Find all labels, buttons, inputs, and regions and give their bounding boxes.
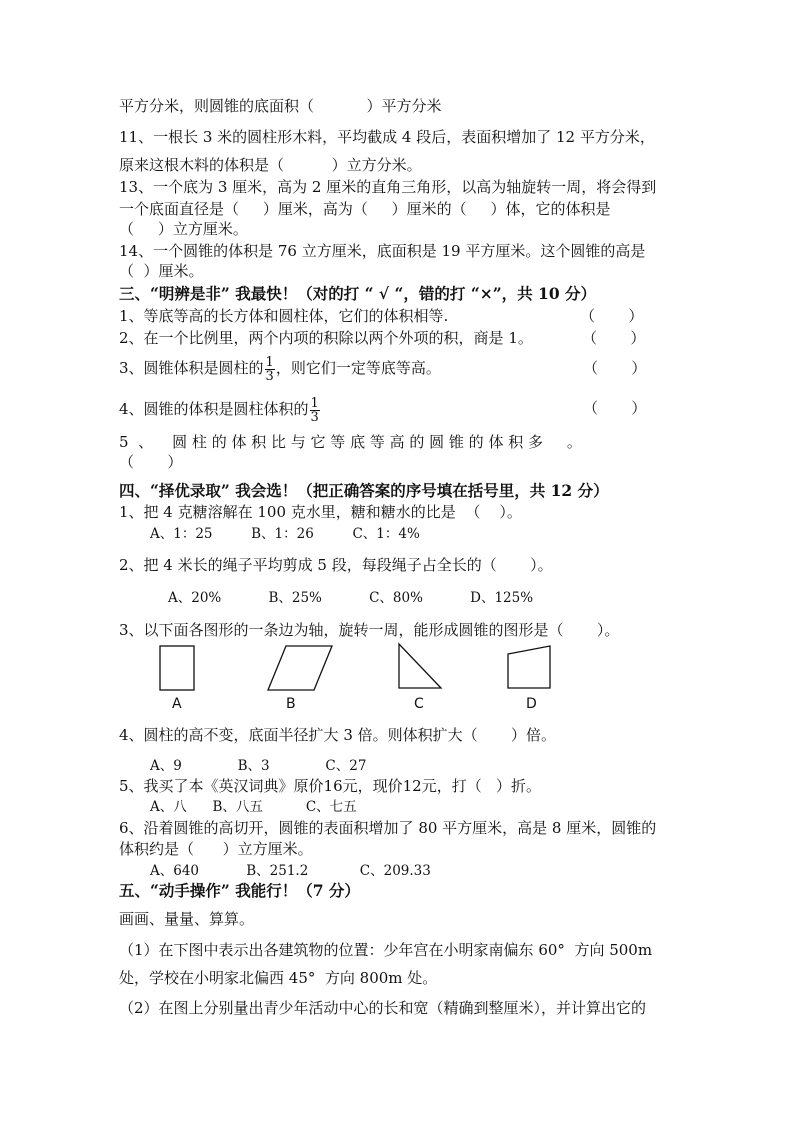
text-line: （ ）厘米。 [119,262,204,280]
choice-4: 4、圆柱的高不变，底面半径扩大 3 倍。则体积扩大（ ）倍。 [119,726,557,744]
answer-bracket: （ ） [583,399,647,417]
choice-6-options: A、640 B、251.2 C、209.33 [150,863,431,879]
section-5-heading: 五、“动手操作” 我能行！（7 分） [119,881,360,900]
text-line: 平方分米，则圆锥的底面积（ ）平方分米 [119,97,442,115]
shape-trapezoid [508,646,550,688]
choice-5: 5、我买了本《英汉词典》原价16元，现价12元，打（ ）折。 [119,777,542,795]
figure-label-a: A [172,696,182,712]
judge-3-text: 3、圆锥体积是圆柱的 [119,359,264,377]
fraction-denominator: 3 [310,409,319,425]
text-line: 体积约是（ ）立方厘米。 [119,840,313,858]
answer-bracket: （ ） [580,307,644,325]
answer-bracket: （ ） [119,453,183,471]
text-line: 原来这根木料的体积是（ ）立方分米。 [119,156,422,174]
judge-5: 5 、 圆 柱 的 体 积 比 与 它 等 底 等 高 的 圆 锥 的 体 积 多 。 [119,433,582,451]
text-line: （ ）立方厘米。 [119,220,248,238]
judge-3 [119,350,441,386]
text-line: 画画、量量、算算。 [119,910,255,928]
choice-6: 6、沿着圆锥的高切开，圆锥的表面积增加了 80 平方厘米，高是 8 厘米，圆锥的 [119,819,657,837]
fraction-numerator: 1 [265,354,274,370]
judge-4 [119,391,321,427]
shape-figures [150,640,570,700]
choice-1-options: A、1：25 B、1：26 C、1：4% [150,526,420,542]
answer-bracket: （ ） [582,329,646,347]
choice-2-options: A、20% B、25% C、80% D、125% [168,590,534,606]
shape-rectangle [160,646,194,690]
answer-bracket: （ ） [583,359,647,377]
fraction-one-third [265,356,275,383]
section-3-heading: 三、“明辨是非” 我最快！（对的打 “ √ “，错的打 “×”，共 10 分） [119,284,597,303]
choice-1: 1、把 4 克糖溶解在 100 克水里，糖和糖水的比是 （ ）。 [119,503,522,521]
section-4-heading: 四、“择优录取” 我会选！（把正确答案的序号填在括号里，共 12 分） [119,481,609,500]
text-line: 一个底面直径是（ ）厘米，高为（ ）厘米的（ ）体，它的体积是 [119,200,611,218]
choice-3: 3、以下面各图形的一条边为轴，旋转一周，能形成圆锥的图形是（ ）。 [119,621,620,639]
shape-right-triangle [399,644,441,688]
fraction-numerator: 1 [310,395,319,411]
figure-label-b: B [286,696,296,712]
figure-label-d: D [526,696,537,712]
task-1: （1）在下图中表示出各建筑物的位置：少年宫在小明家南偏东 60° 方向 500m [119,941,653,959]
choice-4-options: A、9 B、3 C、27 [150,758,367,774]
task-2: （2）在图上分别量出青少年活动中心的长和宽（精确到整厘米），并计算出它的 [119,999,647,1017]
fraction-denominator: 3 [265,368,274,384]
judge-1: 1、等底等高的长方体和圆柱体，它们的体积相等. [119,307,449,325]
choice-2: 2、把 4 米长的绳子平均剪成 5 段，每段绳子占全长的（ ）。 [119,556,553,574]
shape-parallelogram [268,646,332,690]
fraction-one-third [310,397,320,424]
judge-4-text: 4、圆锥的体积是圆柱体积的 [119,400,309,418]
judge-2: 2、在一个比例里，两个内项的积除以两个外项的积，商是 1。 [119,329,533,347]
figure-label-c: C [414,696,424,712]
text-line: 处，学校在小明家北偏西 45° 方向 800m 处。 [119,969,438,987]
choice-5-options: A、八 B、八五 C、七五 [150,799,357,815]
question-13: 13、一个底为 3 厘米，高为 2 厘米的直角三角形，以高为轴旋转一周，将会得到 [119,178,657,196]
question-14: 14、一个圆锥的体积是 76 立方厘米，底面积是 19 平方厘米。这个圆锥的高是 [119,242,646,260]
question-11: 11、一根长 3 米的圆柱形木料，平均截成 4 段后，表面积增加了 12 平方分米， [119,128,655,146]
judge-3-text-end: ，则它们一定等底等高。 [275,359,441,377]
